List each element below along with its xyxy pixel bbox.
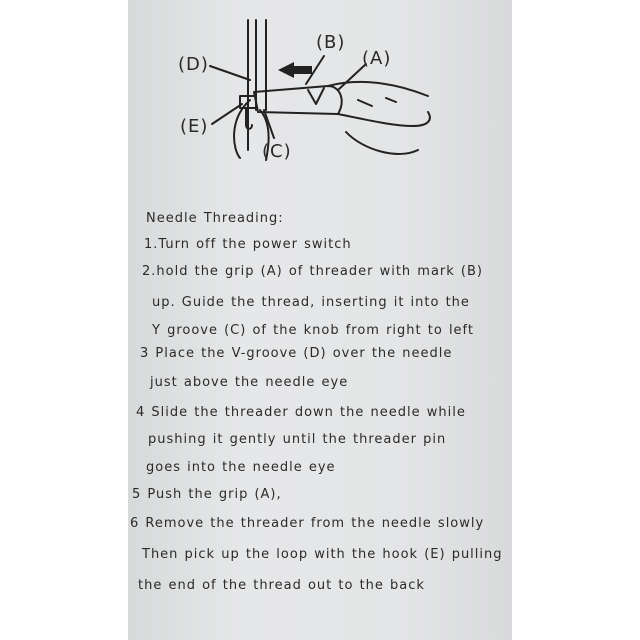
instruction-line: 4 Slide the threader down the needle while	[136, 405, 466, 420]
instruction-line: just above the needle eye	[150, 375, 349, 390]
instruction-sheet	[128, 0, 512, 640]
instructions-heading: Needle Threading:	[146, 211, 284, 226]
instruction-line: 3 Place the V-groove (D) over the needle	[140, 346, 453, 361]
instruction-line: goes into the needle eye	[146, 460, 336, 475]
instruction-line: 1.Turn off the power switch	[144, 237, 352, 252]
instruction-line: up. Guide the thread, inserting it into the	[152, 295, 470, 310]
instruction-line: 2.hold the grip (A) of threader with mark (B)	[142, 264, 483, 279]
instruction-line: Y groove (C) of the knob from right to left	[152, 323, 475, 338]
label-a: (A)	[362, 48, 392, 69]
label-c: (C)	[262, 141, 292, 162]
instruction-line: the end of the thread out to the back	[138, 578, 425, 593]
label-d: (D)	[178, 54, 209, 75]
label-b: (B)	[316, 32, 346, 53]
instruction-line: pushing it gently until the threader pin	[148, 432, 447, 447]
instruction-line: 5 Push the grip (A),	[132, 487, 282, 502]
label-e: (E)	[180, 116, 209, 137]
instruction-line: 6 Remove the threader from the needle slowly	[130, 516, 485, 531]
instruction-line: Then pick up the loop with the hook (E) pulling	[142, 547, 503, 562]
instructions-text	[128, 0, 512, 640]
